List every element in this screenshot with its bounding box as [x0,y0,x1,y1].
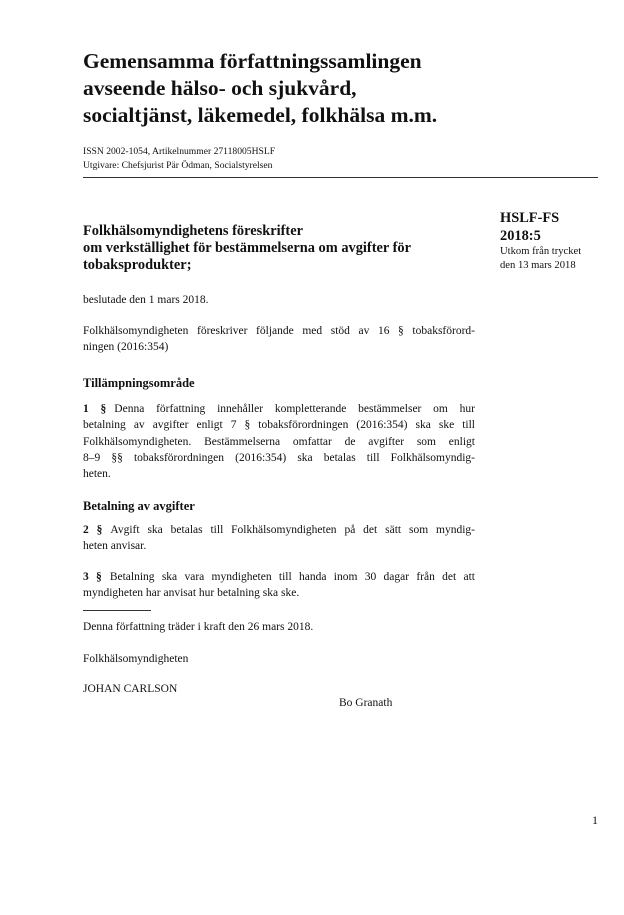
journal-title-line: Gemensamma författningssamlingen [83,49,422,73]
header-divider [83,177,598,178]
regulation-title-line: om verkställighet för bestämmelserna om avgifter för [83,240,411,256]
paragraph-line: Betalning ska vara myndigheten till handa inom 30 dagar från det att [109,571,475,583]
paragraph-1 [83,401,475,482]
issued-line: den 13 mars 2018 [500,260,576,271]
regulation-title-line: Folkhälsomyndighetens föreskrifter [83,223,303,239]
series-number [500,209,610,245]
section-heading: Tillämpningsområde [83,376,195,390]
preamble-line: Folkhälsomyndigheten föreskriver följande med stöd av 16 § tobaksförord- [83,325,475,337]
paragraph-number: 2 § [83,524,103,536]
paragraph-number: 3 § [83,571,102,583]
paragraph-line: betalning av avgifter enligt 7 § tobaksförordningen (2016:354) ska ske till [83,419,475,432]
section-heading: Betalning av avgifter [83,499,195,513]
page-number: 1 [592,813,598,827]
paragraph-line: Avgift ska betalas till Folkhälsomyndigheten på det sätt som myndig- [110,524,475,536]
regulation-title-line: tobaksprodukter; [83,257,192,273]
publisher-line: Utgivare: Chefsjurist Pär Ödman, Socialstyrelsen [83,160,273,171]
signatory-primary: JOHAN CARLSON [83,683,178,695]
journal-title-line: socialtjänst, läkemedel, folkhälsa m.m. [83,103,438,127]
issn-line: ISSN 2002-1054, Artikelnummer 27118005HSLF [83,146,276,157]
paragraph-line: heten anvisar. [83,540,147,553]
decision-date: beslutade den 1 mars 2018. [83,294,209,306]
authority-name: Folkhälsomyndigheten [83,653,189,665]
paragraph-line: heten. [83,468,111,481]
series-line: HSLF-FS [500,210,560,226]
issue-date [500,245,610,273]
paragraph-3 [83,569,475,602]
paragraph-2 [83,522,475,555]
signatory-secondary: Bo Granath [339,697,393,709]
paragraph-line: Folkhälsomyndigheten. Bestämmelserna omfattar de avgifter som enligt [83,435,475,448]
paragraph-line: 8–9 §§ tobaksförordningen (2016:354) ska betalas till Folkhälsomyndig- [83,451,475,464]
paragraph-line: Denna författning innehåller kompletterande bestämmelser om hur [114,403,475,415]
issued-line: Utkom från trycket [500,246,582,257]
regulation-title [83,223,503,274]
series-line: 2018:5 [500,228,541,244]
preamble-line: ningen (2016:354) [83,341,169,354]
preamble [83,323,475,356]
paragraph-line: myndigheten har anvisat hur betalning ska ske. [83,587,300,600]
footnote-divider [83,610,151,611]
journal-title [83,48,583,129]
paragraph-number: 1 § [83,403,107,415]
effective-date: Denna författning träder i kraft den 26 mars 2018. [83,621,314,633]
journal-title-line: avseende hälso- och sjukvård, [83,76,357,100]
